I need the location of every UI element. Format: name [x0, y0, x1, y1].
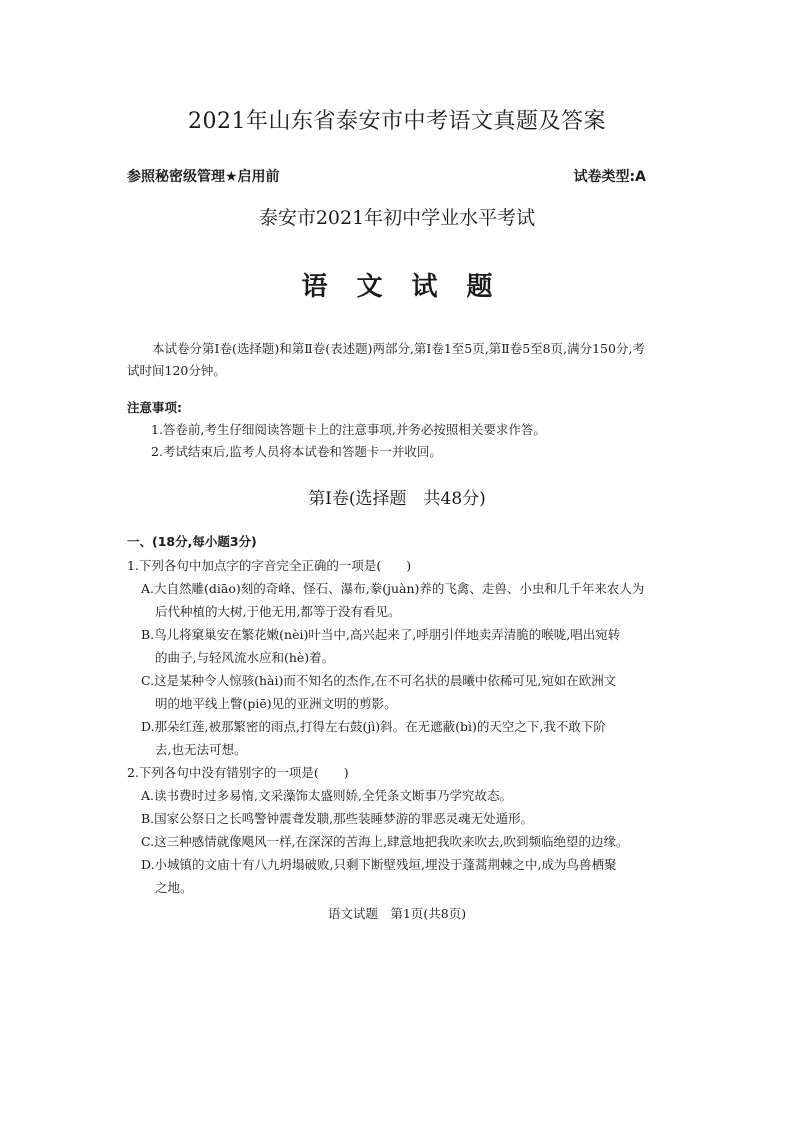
question-option: A.读书费时过多易惰,文采藻饰太盛则娇,全凭条文断事乃学究故态。 [141, 788, 512, 803]
question-option-continuation: 的曲子,与轻风流水应和(hè)着。 [155, 650, 335, 665]
section-heading: 一、(18分,每小题3分) [127, 534, 257, 549]
question-option: C.这三种感情就像飓风一样,在深深的苦海上,肆意地把我吹来吹去,吹到频临绝望的边缘。 [141, 834, 629, 849]
question-option: D.那朵红莲,被那繁密的雨点,打得左右鼓(jì)斜。在无遮蔽(bì)的天空之下,我不敢下阶 [141, 719, 606, 734]
question-option: A.大自然雕(diāo)刻的奇峰、怪石、瀑布,豢(juàn)养的飞禽、走兽、小虫和几千年来农人为 [141, 581, 645, 596]
question-option-continuation: 后代种植的大树,于他无用,都等于没有看见。 [155, 604, 401, 619]
document-title: 2021年山东省泰安市中考语文真题及答案 [188, 109, 606, 134]
question-option: B.国家公祭日之长鸣警钟震聋发聩,那些装睡梦游的罪恶灵魂无处遁形。 [141, 811, 534, 826]
question-option: D.小城镇的文庙十有八九坍塌破败,只剩下断壁残垣,埋没于蓬蒿荆棘之中,成为鸟兽栖聚 [141, 857, 617, 872]
exam-instructions: 本试卷分第Ⅰ卷(选择题)和第Ⅱ卷(表述题)两部分,第Ⅰ卷1至5页,第Ⅱ卷5至8页,满分150分,考试时间120分钟。 [127, 341, 645, 378]
question-option-continuation: 去,也无法可想。 [155, 742, 247, 757]
question-option: C.这是某种令人惊骇(hài)而不知名的杰作,在不可名状的晨曦中依稀可见,宛如在欧洲文 [141, 673, 617, 688]
secrecy-label: 参照秘密级管理★启用前 [127, 169, 280, 185]
paper-type-label: 试卷类型:A [573, 169, 646, 185]
part-heading: 第Ⅰ卷(选择题 共48分) [308, 489, 486, 509]
question-option-continuation: 明的地平线上瞥(piē)见的亚洲文明的剪影。 [155, 696, 397, 711]
page-footer: 语文试题 第1页(共8页) [327, 906, 467, 921]
question-stem: 2.下列各句中没有错别字的一项是( ) [127, 765, 349, 780]
notice-heading: 注意事项: [127, 400, 182, 415]
subject-title: 语文试题 [301, 272, 522, 302]
question-option: B.鸟儿将窠巢安在繁花嫩(nèi)叶当中,高兴起来了,呼朋引伴地卖弄清脆的喉咙,唱出宛转 [141, 627, 621, 642]
question-stem: 1.下列各句中加点字的字音完全正确的一项是( ) [127, 558, 412, 573]
question-option-continuation: 之地。 [155, 880, 193, 895]
exam-name: 泰安市2021年初中学业水平考试 [258, 207, 536, 229]
notice-item: 2.考试结束后,监考人员将本试卷和答题卡一并收回。 [151, 444, 442, 459]
notice-item: 1.答卷前,考生仔细阅读答题卡上的注意事项,并务必按照相关要求作答。 [151, 422, 546, 437]
